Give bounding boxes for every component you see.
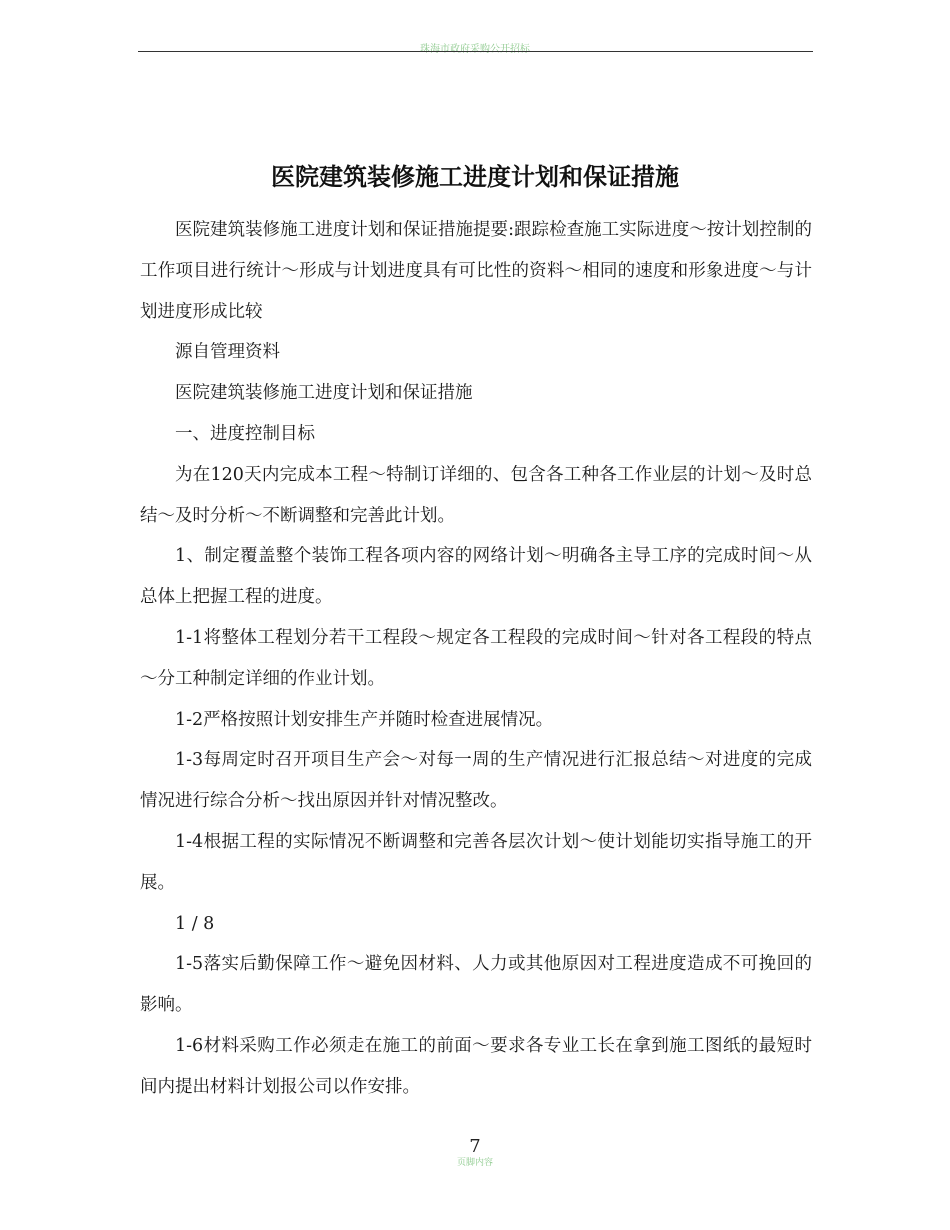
document-title: 医院建筑装修施工进度计划和保证措施 (271, 162, 679, 191)
footer-page-number: 7 (469, 1136, 481, 1157)
document-body (140, 210, 812, 1108)
paragraph-item-1-2: 1-2严格按照计划安排生产并随时检查进展情况。 (175, 709, 554, 730)
footer-text: 页脚内容 (456, 1158, 493, 1168)
paragraph-source: 源自管理资料 (175, 342, 280, 363)
paragraph-subtitle: 医院建筑装修施工进度计划和保证措施 (175, 383, 473, 404)
paragraph-item-1: 1、制定覆盖整个装饰工程各项内容的网络计划～明确各主导工序的完成时间～从总体上把握工程的进度。 (140, 546, 812, 608)
header-text: 珠海市政府采购公开招标 (420, 44, 530, 55)
paragraph-item-1-1: 1-1将整体工程划分若干工程段～规定各工程段的完成时间～针对各工程段的特点～分工种制定详细的作业计划。 (140, 627, 812, 689)
paragraph-item-1-3: 1-3每周定时召开项目生产会～对每一周的生产情况进行汇报总结～对进度的完成情况进行综合分析～找出原因并针对情况整改。 (140, 750, 812, 812)
section-heading: 一、进度控制目标 (175, 423, 315, 444)
paragraph-summary: 医院建筑装修施工进度计划和保证措施提要:跟踪检查施工实际进度～按计划控制的工作项目进行统计～形成与计划进度具有可比性的资料～相同的速度和形象进度～与计划进度形成比较 (140, 220, 812, 322)
header-divider (138, 51, 813, 52)
inline-page-indicator: 1 / 8 (175, 913, 215, 934)
paragraph-item-1-4: 1-4根据工程的实际情况不断调整和完善各层次计划～使计划能切实指导施工的开展。 (140, 831, 812, 893)
paragraph-item-1-5: 1-5落实后勤保障工作～避免因材料、人力或其他原因对工程进度造成不可挽回的影响。 (140, 954, 812, 1016)
paragraph-item-1-6: 1-6材料采购工作必须走在施工的前面～要求各专业工长在拿到施工图纸的最短时间内提出材料计划报公司以作安排。 (140, 1035, 812, 1097)
paragraph-goal: 为在120天内完成本工程～特制订详细的、包含各工种各工作业层的计划～及时总结～及时分析～不断调整和完善此计划。 (140, 464, 812, 526)
